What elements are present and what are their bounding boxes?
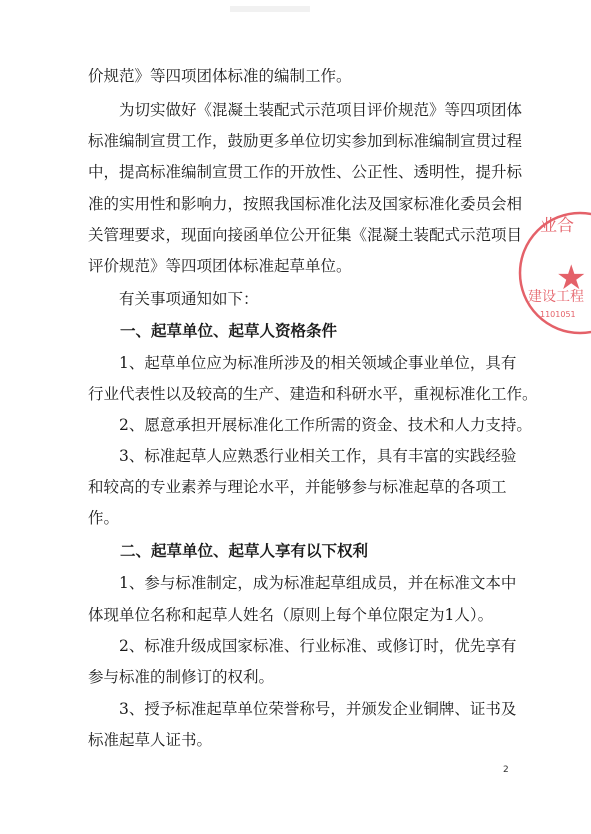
text-line: 1、参与标准制定，成为标准起草组成员，并在标准文本中 bbox=[88, 574, 517, 592]
text-line: 1、起草单位应为标准所涉及的相关领域企事业单位，具有 bbox=[88, 354, 517, 372]
text-line: 参与标准的制修订的权利。 bbox=[88, 668, 275, 686]
official-seal-stamp bbox=[510, 205, 591, 355]
text-line: 3、标准起草人应熟悉行业相关工作，具有丰富的实践经验 bbox=[88, 447, 517, 465]
text-line: 体现单位名称和起草人姓名（原则上每个单位限定为1人）。 bbox=[88, 606, 494, 624]
text-line: 作。 bbox=[88, 509, 120, 527]
text-line: 价规范》等四项团体标准的编制工作。 bbox=[88, 67, 352, 85]
seal-top-text: 业合 bbox=[540, 216, 574, 236]
text-line: 关管理要求，现面向接函单位公开征集《混凝土装配式示范项目 bbox=[88, 226, 523, 244]
star-icon: ★ bbox=[556, 258, 587, 298]
text-line: 行业代表性以及较高的生产、建造和科研水平，重视标准化工作。 bbox=[88, 385, 538, 403]
text-line: 标准起草人证书。 bbox=[88, 731, 213, 749]
scan-mark bbox=[230, 6, 310, 12]
text-line: 3、授予标准起草单位荣誉称号，并颁发企业铜牌、证书及 bbox=[88, 700, 517, 718]
text-line: 评价规范》等四项团体标准起草单位。 bbox=[88, 257, 352, 275]
text-line: 标准编制宣贯工作，鼓励更多单位切实参加到标准编制宣贯过程 bbox=[88, 132, 523, 150]
text-line: 有关事项通知如下： bbox=[88, 290, 259, 308]
page-number: 2 bbox=[503, 765, 509, 775]
section-heading: 一、起草单位、起草人资格条件 bbox=[120, 321, 338, 340]
text-line: 为切实做好《混凝土装配式示范项目评价规范》等四项团体 bbox=[88, 101, 523, 119]
text-line: 2、愿意承担开展标准化工作所需的资金、技术和人力支持。 bbox=[88, 416, 532, 434]
seal-code-text: 1101051 bbox=[540, 310, 576, 319]
text-line: 中，提高标准编制宣贯工作的开放性、公正性、透明性，提升标 bbox=[88, 163, 523, 181]
seal-bottom-text: 建设工程 bbox=[528, 289, 584, 305]
text-line: 2、标准升级成国家标准、行业标准、或修订时，优先享有 bbox=[88, 637, 517, 655]
text-line: 和较高的专业素养与理论水平，并能够参与标准起草的各项工 bbox=[88, 478, 507, 496]
section-heading: 二、起草单位、起草人享有以下权利 bbox=[120, 541, 369, 560]
text-line: 准的实用性和影响力，按照我国标准化法及国家标准化委员会相 bbox=[88, 195, 523, 213]
